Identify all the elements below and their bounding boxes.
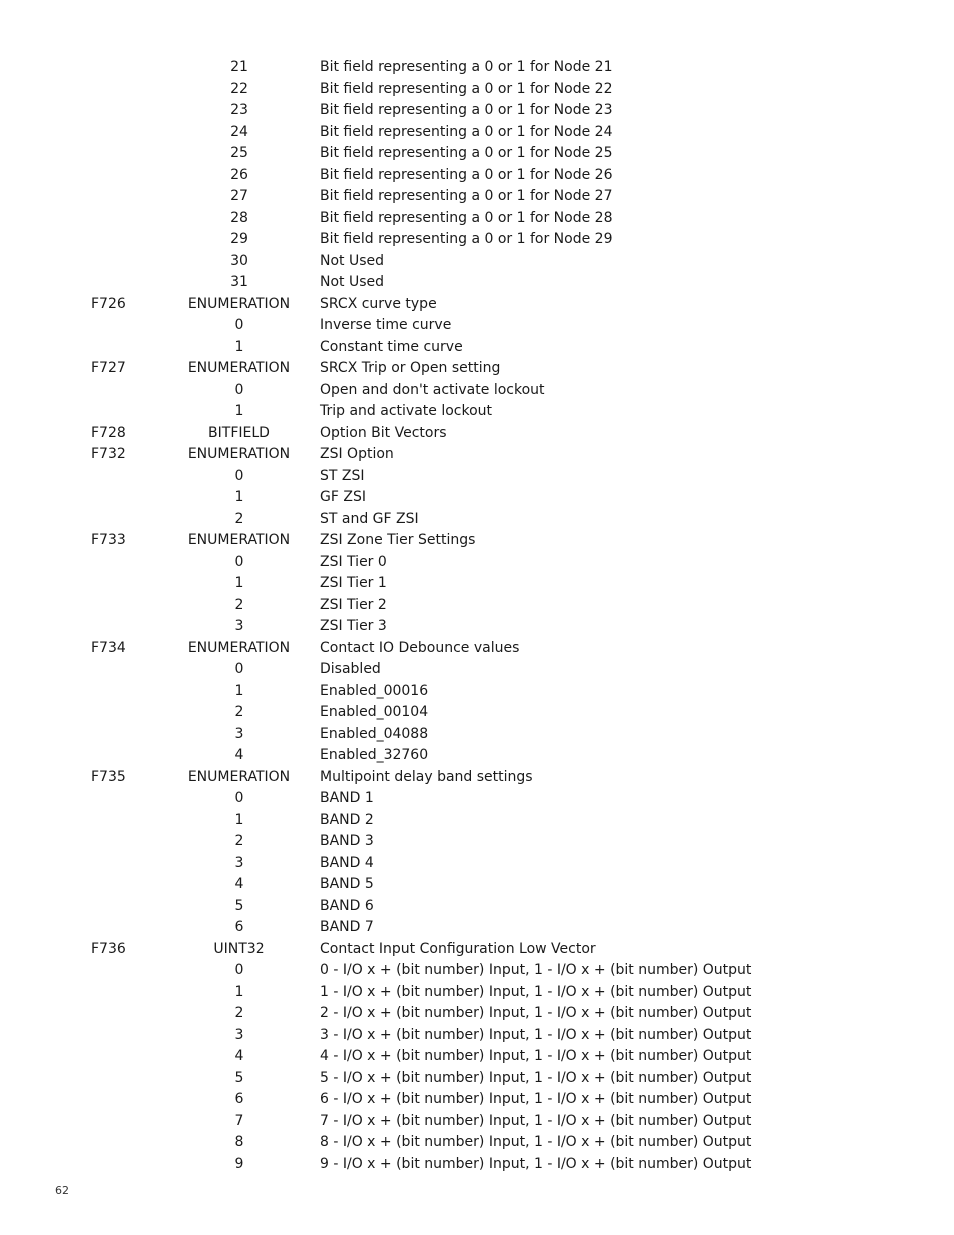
type-value-cell: 26 <box>230 166 248 183</box>
type-value-cell: 21 <box>230 59 248 75</box>
description-cell: Bit field representing a 0 or 1 for Node 25 <box>320 145 613 161</box>
description-cell: 3 - I/O x + (bit number) Input, 1 - I/O x + (bit number) Output <box>320 1026 752 1043</box>
table-row <box>0 401 954 423</box>
type-value-cell: ENUMERATION <box>187 639 291 656</box>
description-cell: BAND 5 <box>320 876 374 892</box>
type-value-cell: 2 <box>234 1005 244 1021</box>
table-row <box>0 831 954 853</box>
table-row <box>0 315 954 337</box>
type-value-cell: BITFIELD <box>208 424 270 441</box>
format-code-table <box>0 57 954 1175</box>
description-cell: 7 - I/O x + (bit number) Input, 1 - I/O x + (bit number) Output <box>320 1112 752 1129</box>
description-cell: Disabled <box>320 661 381 677</box>
type-value-cell: 4 <box>234 747 244 763</box>
description-cell: BAND 6 <box>320 897 374 914</box>
description-cell: ZSI Tier 0 <box>320 553 387 570</box>
description-cell: 6 - I/O x + (bit number) Input, 1 - I/O x + (bit number) Output <box>320 1091 752 1107</box>
description-cell: Bit field representing a 0 or 1 for Node 26 <box>320 166 613 183</box>
table-row <box>0 681 954 703</box>
type-value-cell: 1 <box>234 338 244 355</box>
table-row <box>0 982 954 1004</box>
format-code-cell: F733 <box>91 532 126 548</box>
type-value-cell: 5 <box>234 1069 244 1086</box>
type-value-cell: 1 <box>234 403 244 419</box>
table-row <box>0 79 954 101</box>
type-value-cell: 1 <box>234 489 244 505</box>
table-row <box>0 165 954 187</box>
type-value-cell: ENUMERATION <box>187 768 291 785</box>
description-cell: BAND 1 <box>320 790 374 806</box>
format-code-cell: F732 <box>91 446 126 462</box>
table-row <box>0 724 954 746</box>
description-cell: Not Used <box>320 252 385 269</box>
description-cell: Multipoint delay band settings <box>320 768 533 785</box>
description-cell: ZSI Tier 2 <box>320 596 387 613</box>
description-cell: Bit field representing a 0 or 1 for Node 23 <box>320 102 613 118</box>
type-value-cell: 31 <box>230 274 248 290</box>
format-code-cell: F727 <box>91 360 126 376</box>
description-cell: 2 - I/O x + (bit number) Input, 1 - I/O x + (bit number) Output <box>320 1005 752 1021</box>
description-cell: Enabled_32760 <box>320 747 429 763</box>
description-cell: 5 - I/O x + (bit number) Input, 1 - I/O x + (bit number) Output <box>320 1069 752 1086</box>
description-cell: Inverse time curve <box>320 317 452 333</box>
table-row <box>0 552 954 574</box>
description-cell: ZSI Zone Tier Settings <box>320 532 476 548</box>
type-value-cell: ENUMERATION <box>187 532 291 548</box>
type-value-cell: 24 <box>230 123 248 140</box>
description-cell: Contact Input Configuration Low Vector <box>320 940 596 957</box>
type-value-cell: 0 <box>234 467 244 484</box>
description-cell: SRCX Trip or Open setting <box>320 360 501 376</box>
type-value-cell: 28 <box>230 209 248 226</box>
table-row <box>0 1111 954 1133</box>
type-value-cell: 0 <box>234 790 244 806</box>
description-cell: Option Bit Vectors <box>320 424 447 441</box>
description-cell: Open and don't activate lockout <box>320 381 545 398</box>
description-cell: 8 - I/O x + (bit number) Input, 1 - I/O x + (bit number) Output <box>320 1134 752 1150</box>
table-row <box>0 595 954 617</box>
type-value-cell: ENUMERATION <box>187 295 291 312</box>
type-value-cell: 29 <box>230 231 248 247</box>
table-row <box>0 788 954 810</box>
type-value-cell: ENUMERATION <box>187 446 291 462</box>
description-cell: ST ZSI <box>320 467 365 484</box>
format-code-cell: F735 <box>91 768 126 785</box>
description-cell: 0 - I/O x + (bit number) Input, 1 - I/O x + (bit number) Output <box>320 962 752 978</box>
type-value-cell: 25 <box>230 145 248 161</box>
type-value-cell: 2 <box>234 833 244 849</box>
type-value-cell: 2 <box>234 510 244 527</box>
table-row <box>0 122 954 144</box>
description-cell: Not Used <box>320 274 385 290</box>
description-cell: ZSI Option <box>320 446 394 462</box>
type-value-cell: 0 <box>234 317 244 333</box>
table-row <box>0 745 954 767</box>
table-row <box>0 874 954 896</box>
table-row <box>0 251 954 273</box>
table-row <box>0 939 954 961</box>
table-row <box>0 186 954 208</box>
format-code-cell: F736 <box>91 940 126 957</box>
description-cell: GF ZSI <box>320 489 366 505</box>
table-row <box>0 100 954 122</box>
table-row <box>0 960 954 982</box>
description-cell: 9 - I/O x + (bit number) Input, 1 - I/O x + (bit number) Output <box>320 1155 752 1172</box>
type-value-cell: 22 <box>230 80 248 97</box>
type-value-cell: 3 <box>234 1026 244 1043</box>
type-value-cell: 3 <box>234 854 244 871</box>
table-row <box>0 767 954 789</box>
type-value-cell: 27 <box>230 188 248 204</box>
table-row <box>0 702 954 724</box>
description-cell: ZSI Tier 1 <box>320 575 387 591</box>
description-cell: 4 - I/O x + (bit number) Input, 1 - I/O x + (bit number) Output <box>320 1048 752 1064</box>
table-row <box>0 272 954 294</box>
format-code-cell: F728 <box>91 424 126 441</box>
table-row <box>0 1132 954 1154</box>
description-cell: SRCX curve type <box>320 295 437 312</box>
description-cell: 1 - I/O x + (bit number) Input, 1 - I/O x + (bit number) Output <box>320 983 752 1000</box>
type-value-cell: 0 <box>234 661 244 677</box>
type-value-cell: 0 <box>234 553 244 570</box>
table-row <box>0 509 954 531</box>
description-cell: Enabled_00104 <box>320 704 429 720</box>
table-row <box>0 466 954 488</box>
description-cell: ST and GF ZSI <box>320 510 419 527</box>
table-row <box>0 229 954 251</box>
description-cell: Bit field representing a 0 or 1 for Node 28 <box>320 209 613 226</box>
type-value-cell: 3 <box>234 618 244 634</box>
type-value-cell: 30 <box>230 252 248 269</box>
type-value-cell: 8 <box>234 1134 244 1150</box>
description-cell: Bit field representing a 0 or 1 for Node 24 <box>320 123 613 140</box>
table-row <box>0 294 954 316</box>
type-value-cell: 23 <box>230 102 248 118</box>
table-row <box>0 616 954 638</box>
table-row <box>0 1003 954 1025</box>
table-row <box>0 659 954 681</box>
format-code-cell: F726 <box>91 295 126 312</box>
type-value-cell: 2 <box>234 596 244 613</box>
page-number: 62 <box>55 1184 69 1197</box>
description-cell: BAND 7 <box>320 919 374 935</box>
type-value-cell: 7 <box>234 1112 244 1129</box>
table-row <box>0 810 954 832</box>
table-row <box>0 573 954 595</box>
table-row <box>0 380 954 402</box>
type-value-cell: 9 <box>234 1155 244 1172</box>
type-value-cell: 1 <box>234 983 244 1000</box>
table-row <box>0 444 954 466</box>
table-row <box>0 1046 954 1068</box>
type-value-cell: 6 <box>234 919 244 935</box>
table-row <box>0 487 954 509</box>
table-row <box>0 208 954 230</box>
type-value-cell: ENUMERATION <box>187 360 291 376</box>
type-value-cell: 5 <box>234 897 244 914</box>
type-value-cell: 4 <box>234 876 244 892</box>
description-cell: Contact IO Debounce values <box>320 639 520 656</box>
table-row <box>0 1154 954 1176</box>
description-cell: Bit field representing a 0 or 1 for Node 27 <box>320 188 613 204</box>
description-cell: BAND 4 <box>320 854 374 871</box>
description-cell: BAND 2 <box>320 811 374 828</box>
description-cell: ZSI Tier 3 <box>320 618 387 634</box>
type-value-cell: UINT32 <box>213 940 265 957</box>
type-value-cell: 1 <box>234 811 244 828</box>
table-row <box>0 57 954 79</box>
description-cell: Enabled_00016 <box>320 682 429 699</box>
type-value-cell: 1 <box>234 682 244 699</box>
table-row <box>0 337 954 359</box>
type-value-cell: 3 <box>234 725 244 742</box>
type-value-cell: 4 <box>234 1048 244 1064</box>
table-row <box>0 853 954 875</box>
type-value-cell: 0 <box>234 962 244 978</box>
description-cell: Bit field representing a 0 or 1 for Node 22 <box>320 80 613 97</box>
description-cell: Trip and activate lockout <box>320 403 493 419</box>
description-cell: BAND 3 <box>320 833 374 849</box>
table-row <box>0 143 954 165</box>
table-row <box>0 896 954 918</box>
table-row <box>0 1025 954 1047</box>
table-row <box>0 1068 954 1090</box>
type-value-cell: 1 <box>234 575 244 591</box>
description-cell: Constant time curve <box>320 338 463 355</box>
table-row <box>0 530 954 552</box>
table-row <box>0 638 954 660</box>
table-row <box>0 1089 954 1111</box>
description-cell: Bit field representing a 0 or 1 for Node 29 <box>320 231 613 247</box>
description-cell: Bit field representing a 0 or 1 for Node 21 <box>320 59 613 75</box>
description-cell: Enabled_04088 <box>320 725 429 742</box>
table-row <box>0 358 954 380</box>
type-value-cell: 2 <box>234 704 244 720</box>
type-value-cell: 6 <box>234 1091 244 1107</box>
format-code-cell: F734 <box>91 639 126 656</box>
type-value-cell: 0 <box>234 381 244 398</box>
table-row <box>0 917 954 939</box>
table-row <box>0 423 954 445</box>
